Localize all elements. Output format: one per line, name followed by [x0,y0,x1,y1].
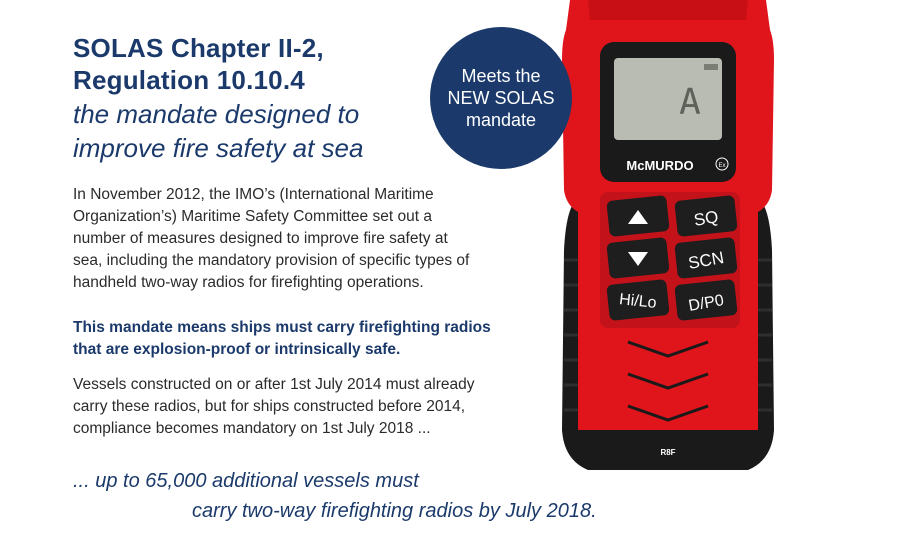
compliance-paragraph [73,374,533,440]
intro-line: Organization’s) Maritime Safety Committee set out a [73,208,432,225]
emphasis-line: that are explosion-proof or intrinsically safe. [73,341,401,358]
model-label: R8F [660,448,676,457]
badge-line-3: mandate [465,110,537,130]
dp-button-label: D/P0 [687,292,726,315]
closing-quote-line-1: ... up to 65,000 additional vessels must [73,470,419,492]
badge-line-1: Meets the [461,66,541,86]
subtitle-line-2: improve fire safety at sea [73,133,364,163]
page-title-line-2: Regulation 10.10.4 [73,65,305,95]
ex-mark: Ex [718,163,726,169]
intro-line: handheld two-way radios for firefighting operations. [73,274,424,291]
emphasis-line: This mandate means ships must carry firefighting radios [73,319,491,336]
intro-paragraph [73,184,533,294]
sq-button-label: SQ [692,207,720,230]
solas-badge [430,27,572,169]
compliance-line: Vessels constructed on or after 1st July 2014 must already [73,376,475,393]
firefighting-radio-illustration [548,0,788,478]
scn-button-label: SCN [686,248,726,273]
intro-line: sea, including the mandatory provision of specific types of [73,252,470,269]
closing-quote-line-2: carry two-way firefighting radios by July 2018. [192,500,597,522]
badge-line-2: NEW SOLAS [447,88,555,108]
brand-label: McMURDO [626,158,694,173]
intro-line: In November 2012, the IMO’s (International Maritime [73,186,434,203]
display-character: A [679,82,701,123]
subtitle-line-1: the mandate designed to [73,99,360,129]
page-title-line-1: SOLAS Chapter II-2, [73,33,324,63]
mandate-emphasis-paragraph [73,317,543,361]
compliance-line: carry these radios, but for ships constructed before 2014, [73,398,466,415]
intro-line: number of measures designed to improve fire safety at [73,230,448,247]
hilo-button-label: Hi/Lo [618,291,658,312]
compliance-line: compliance becomes mandatory on 1st July 2018 ... [73,420,431,437]
